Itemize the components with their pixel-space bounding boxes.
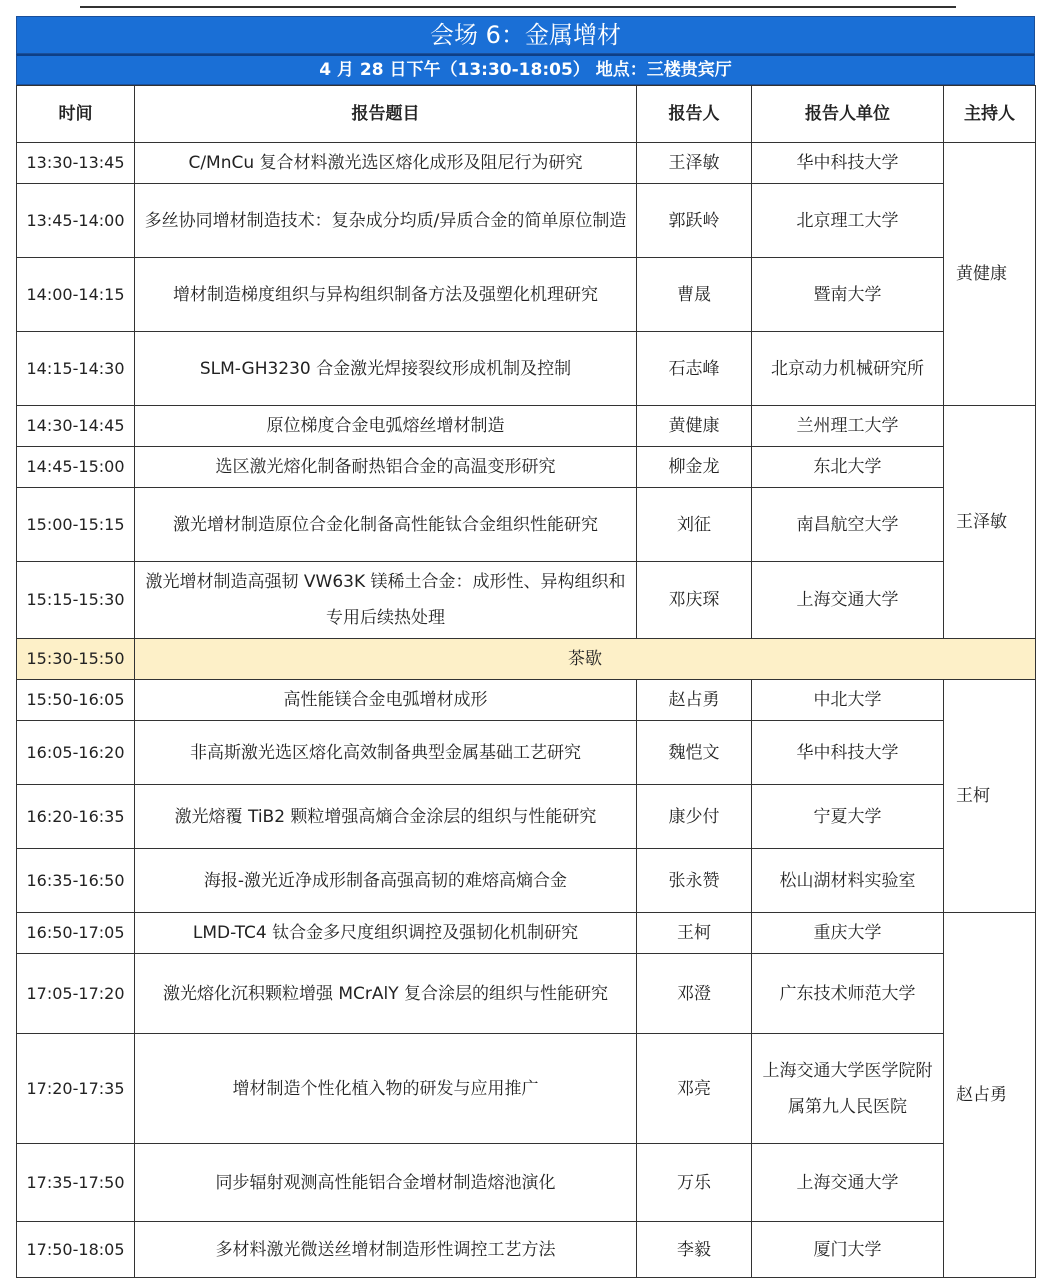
cell-topic: 多丝协同增材制造技术：复杂成分均质/异质合金的简单原位制造 bbox=[135, 184, 637, 258]
cell-topic: LMD-TC4 钛合金多尺度组织调控及强韧化机制研究 bbox=[135, 913, 637, 954]
cell-unit: 中北大学 bbox=[752, 680, 944, 721]
table-row bbox=[17, 488, 1036, 562]
table-row bbox=[17, 184, 1036, 258]
schedule-table bbox=[16, 85, 1036, 1278]
cell-topic: C/MnCu 复合材料激光选区熔化成形及阻尼行为研究 bbox=[135, 143, 637, 184]
session-title: 会场 6：金属增材 bbox=[16, 16, 1035, 54]
cell-time: 17:50-18:05 bbox=[17, 1222, 135, 1278]
table-row bbox=[17, 721, 1036, 785]
cell-speaker: 邓庆琛 bbox=[637, 562, 752, 639]
table-row bbox=[17, 332, 1036, 406]
cell-speaker: 赵占勇 bbox=[637, 680, 752, 721]
cell-time: 14:15-14:30 bbox=[17, 332, 135, 406]
cell-time: 15:50-16:05 bbox=[17, 680, 135, 721]
cell-speaker: 邓澄 bbox=[637, 954, 752, 1034]
cell-time: 16:35-16:50 bbox=[17, 849, 135, 913]
table-row bbox=[17, 954, 1036, 1034]
session-subtitle: 4 月 28 日下午（13:30-18:05） 地点：三楼贵宾厅 bbox=[16, 54, 1035, 85]
table-row bbox=[17, 849, 1036, 913]
table-row bbox=[17, 562, 1036, 639]
cell-speaker: 郭跃岭 bbox=[637, 184, 752, 258]
cell-unit: 兰州理工大学 bbox=[752, 406, 944, 447]
table-header-row bbox=[17, 86, 1036, 143]
table-row bbox=[17, 680, 1036, 721]
cell-unit: 华中科技大学 bbox=[752, 143, 944, 184]
cell-unit: 南昌航空大学 bbox=[752, 488, 944, 562]
cell-time: 14:30-14:45 bbox=[17, 406, 135, 447]
table-row bbox=[17, 785, 1036, 849]
cell-unit: 上海交通大学 bbox=[752, 562, 944, 639]
cell-time: 13:30-13:45 bbox=[17, 143, 135, 184]
cell-time: 16:50-17:05 bbox=[17, 913, 135, 954]
cell-topic: SLM-GH3230 合金激光焊接裂纹形成机制及控制 bbox=[135, 332, 637, 406]
col-header-host: 主持人 bbox=[944, 86, 1036, 143]
cell-speaker: 邓亮 bbox=[637, 1034, 752, 1144]
cell-time: 13:45-14:00 bbox=[17, 184, 135, 258]
cell-unit: 上海交通大学 bbox=[752, 1144, 944, 1222]
cell-unit: 北京动力机械研究所 bbox=[752, 332, 944, 406]
cell-time: 16:20-16:35 bbox=[17, 785, 135, 849]
cell-time: 14:00-14:15 bbox=[17, 258, 135, 332]
cell-time: 16:05-16:20 bbox=[17, 721, 135, 785]
break-label: 茶歇 bbox=[135, 639, 1036, 680]
cell-topic: 海报-激光近净成形制备高强高韧的难熔高熵合金 bbox=[135, 849, 637, 913]
col-header-topic: 报告题目 bbox=[135, 86, 637, 143]
cell-unit: 华中科技大学 bbox=[752, 721, 944, 785]
col-header-unit: 报告人单位 bbox=[752, 86, 944, 143]
cell-unit: 宁夏大学 bbox=[752, 785, 944, 849]
cell-topic: 非高斯激光选区熔化高效制备典型金属基础工艺研究 bbox=[135, 721, 637, 785]
cell-time: 15:15-15:30 bbox=[17, 562, 135, 639]
table-row bbox=[17, 258, 1036, 332]
table-row bbox=[17, 1222, 1036, 1278]
cell-topic: 激光增材制造原位合金化制备高性能钛合金组织性能研究 bbox=[135, 488, 637, 562]
cell-time: 14:45-15:00 bbox=[17, 447, 135, 488]
col-header-time: 时间 bbox=[17, 86, 135, 143]
cell-speaker: 黄健康 bbox=[637, 406, 752, 447]
cell-unit: 东北大学 bbox=[752, 447, 944, 488]
cell-topic: 原位梯度合金电弧熔丝增材制造 bbox=[135, 406, 637, 447]
cell-time: 15:00-15:15 bbox=[17, 488, 135, 562]
cell-topic: 激光熔覆 TiB2 颗粒增强高熵合金涂层的组织与性能研究 bbox=[135, 785, 637, 849]
cell-speaker: 柳金龙 bbox=[637, 447, 752, 488]
col-header-speaker: 报告人 bbox=[637, 86, 752, 143]
cell-time: 17:20-17:35 bbox=[17, 1034, 135, 1144]
table-row bbox=[17, 1144, 1036, 1222]
cell-topic: 同步辐射观测高性能铝合金增材制造熔池演化 bbox=[135, 1144, 637, 1222]
table-row bbox=[17, 447, 1036, 488]
table-row bbox=[17, 913, 1036, 954]
cell-unit: 上海交通大学医学院附属第九人民医院 bbox=[752, 1034, 944, 1144]
cell-topic: 多材料激光微送丝增材制造形性调控工艺方法 bbox=[135, 1222, 637, 1278]
cell-host: 黄健康 bbox=[944, 143, 1036, 406]
cell-topic: 增材制造个性化植入物的研发与应用推广 bbox=[135, 1034, 637, 1144]
cell-speaker: 王柯 bbox=[637, 913, 752, 954]
table-row bbox=[17, 1034, 1036, 1144]
cell-unit: 暨南大学 bbox=[752, 258, 944, 332]
cell-topic: 高性能镁合金电弧增材成形 bbox=[135, 680, 637, 721]
cell-topic: 激光熔化沉积颗粒增强 MCrAlY 复合涂层的组织与性能研究 bbox=[135, 954, 637, 1034]
schedule-sheet bbox=[16, 8, 1035, 1278]
cell-speaker: 康少付 bbox=[637, 785, 752, 849]
table-row bbox=[17, 143, 1036, 184]
cell-time: 15:30-15:50 bbox=[17, 639, 135, 680]
cell-host: 王泽敏 bbox=[944, 406, 1036, 639]
cell-unit: 北京理工大学 bbox=[752, 184, 944, 258]
cell-unit: 厦门大学 bbox=[752, 1222, 944, 1278]
cell-time: 17:05-17:20 bbox=[17, 954, 135, 1034]
cell-topic: 增材制造梯度组织与异构组织制备方法及强塑化机理研究 bbox=[135, 258, 637, 332]
cell-speaker: 魏恺文 bbox=[637, 721, 752, 785]
break-row bbox=[17, 639, 1036, 680]
cell-time: 17:35-17:50 bbox=[17, 1144, 135, 1222]
cell-speaker: 李毅 bbox=[637, 1222, 752, 1278]
cell-host: 王柯 bbox=[944, 680, 1036, 913]
cell-host: 赵占勇 bbox=[944, 913, 1036, 1278]
cell-unit: 广东技术师范大学 bbox=[752, 954, 944, 1034]
cell-speaker: 王泽敏 bbox=[637, 143, 752, 184]
cell-unit: 重庆大学 bbox=[752, 913, 944, 954]
cell-speaker: 张永赞 bbox=[637, 849, 752, 913]
cell-topic: 选区激光熔化制备耐热铝合金的高温变形研究 bbox=[135, 447, 637, 488]
cell-topic: 激光增材制造高强韧 VW63K 镁稀土合金：成形性、异构组织和专用后续热处理 bbox=[135, 562, 637, 639]
table-row bbox=[17, 406, 1036, 447]
cell-speaker: 万乐 bbox=[637, 1144, 752, 1222]
cell-speaker: 石志峰 bbox=[637, 332, 752, 406]
cell-unit: 松山湖材料实验室 bbox=[752, 849, 944, 913]
cell-speaker: 曹晟 bbox=[637, 258, 752, 332]
cell-speaker: 刘征 bbox=[637, 488, 752, 562]
